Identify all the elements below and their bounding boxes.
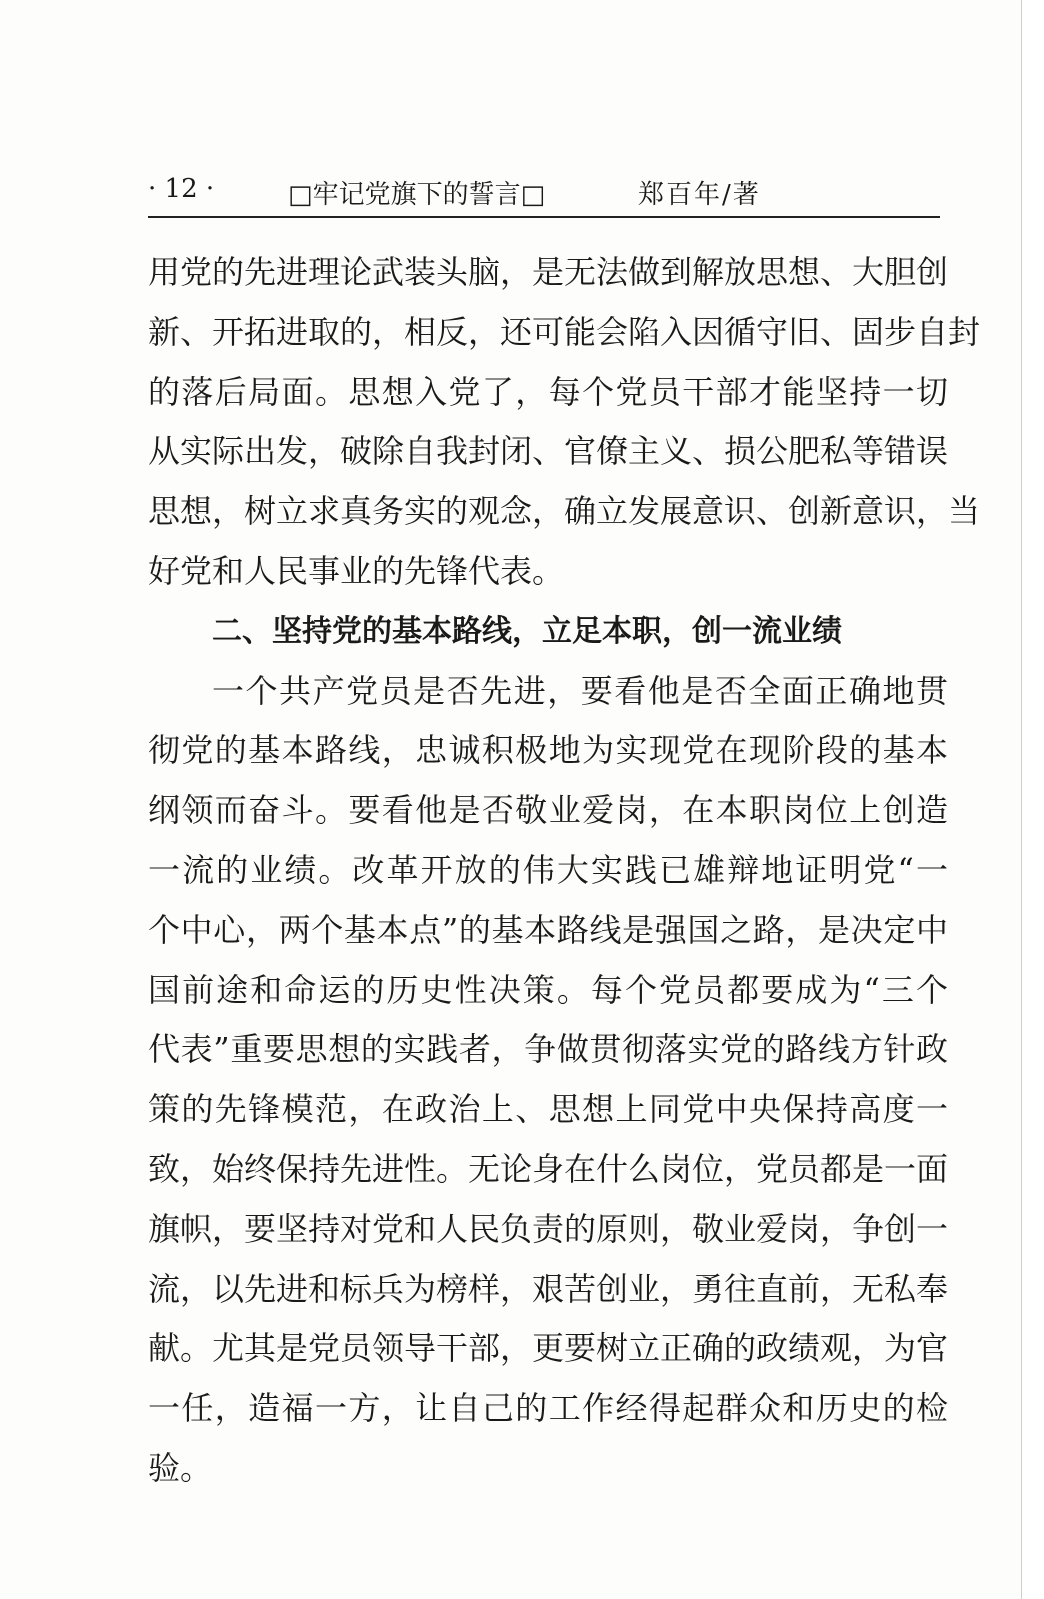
text-line: 献。尤其是党员领导干部，更要树立正确的政绩观，为官 (148, 1329, 949, 1368)
running-header (148, 172, 940, 218)
text-line: 纲领而奋斗。要看他是否敬业爱岗，在本职岗位上创造 (148, 791, 948, 830)
text-line: 好党和人民事业的先锋代表。 (148, 551, 565, 590)
text-line: 一个共产党员是否先进，要看他是否全面正确地贯 (212, 671, 948, 710)
text-line: 致，始终保持先进性。无论身在什么岗位，党员都是一面 (148, 1149, 949, 1188)
text-line: 从实际出发，破除自我封闭、官僚主义、损公肥私等错误 (148, 432, 949, 471)
text-line: 代表”重要思想的实践者，争做贯彻落实党的路线方针政 (148, 1030, 948, 1069)
text-line: 新、开拓进取的，相反，还可能会陷入因循守旧、固步自封 (148, 312, 981, 351)
text-line: 一任，造福一方，让自己的工作经得起群众和历史的检 (148, 1389, 948, 1428)
text-line: 验。 (148, 1448, 213, 1487)
section-heading: 二、坚持党的基本路线，立足本职，创一流业绩 (212, 613, 842, 649)
text-line: 思想，树立求真务实的观念，确立发展意识、创新意识，当 (148, 492, 981, 531)
book-title: □牢记党旗下的誓言□ (288, 180, 546, 210)
page-number: · 12 · (148, 174, 215, 204)
text-line: 用党的先进理论武装头脑，是无法做到解放思想、大胆创 (148, 253, 949, 291)
text-line: 策的先锋模范，在政治上、思想上同党中央保持高度一 (148, 1090, 948, 1129)
text-line: 的落后局面。思想入党了，每个党员干部才能坚持一切 (148, 372, 948, 411)
text-line: 个中心，两个基本点”的基本路线是强国之路，是决定中 (148, 910, 948, 949)
text-line: 流，以先进和标兵为榜样，艰苦创业，勇往直前，无私奉 (148, 1269, 949, 1308)
text-line: 一流的业绩。改革开放的伟大实践已雄辩地证明党“一 (148, 850, 948, 889)
author-credit: 郑百年/著 (638, 180, 761, 210)
text-line: 彻党的基本路线，忠诚积极地为实现党在现阶段的基本 (148, 731, 948, 770)
text-line: 旗帜，要坚持对党和人民负责的原则，敬业爱岗，争创一 (148, 1209, 949, 1248)
page-edge (1021, 0, 1044, 1599)
text-line: 国前途和命运的历史性决策。每个党员都要成为“三个 (148, 970, 948, 1009)
body-text (148, 243, 981, 1499)
